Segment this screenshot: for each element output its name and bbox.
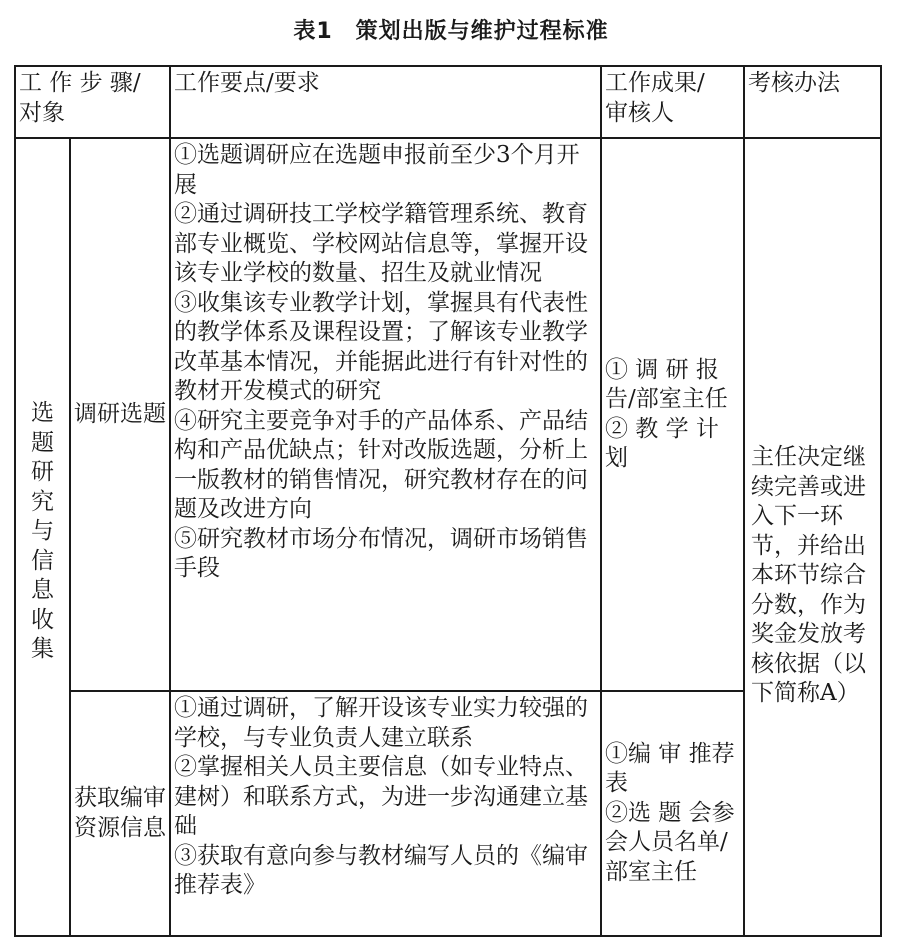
points-cell	[170, 691, 601, 936]
header-result-line2: 审核人	[605, 99, 674, 126]
header-result	[601, 66, 744, 138]
stage-label	[15, 138, 70, 936]
stage-char: 选	[31, 400, 54, 426]
result-item: ② 教 学 计划	[605, 415, 719, 471]
stage-char: 究	[31, 488, 54, 515]
header-result-line1: 工作成果/	[605, 70, 705, 96]
assessment-cell: 主任决定继续完善或进入下一环节，并给出本环节综合分数，作为奖金发放考核依据（以下简称A）	[744, 138, 881, 936]
result-cell	[601, 138, 744, 691]
point-item: ②掌握相关人员主要信息（如专业特点、建树）和联系方式，为进一步沟通建立基础	[174, 754, 588, 839]
step-cell: 获取编审资源信息	[70, 691, 170, 936]
table-title: 表1 策划出版与维护过程标准	[293, 19, 609, 44]
header-step-line1: 工 作 步 骤/	[19, 70, 141, 96]
stage-char: 与	[31, 518, 54, 544]
header-assess: 考核办法	[744, 66, 881, 138]
point-item: ②通过调研技工学校学籍管理系统、教育部专业概览、学校网站信息等，掌握开设该专业学校的数量、招生及就业情况	[174, 201, 588, 286]
header-points: 工作要点/要求	[170, 66, 601, 138]
point-item: ③收集该专业教学计划，掌握具有代表性的教学体系及课程设置；了解该专业教学改革基本情况，并能据此进行有针对性的教材开发模式的研究	[174, 289, 588, 404]
stage-char: 集	[31, 636, 54, 662]
point-item: ④研究主要竞争对手的产品体系、产品结构和产品优缺点；针对改版选题，分析上一版教材的销售情况，研究教材存在的问题及改进方向	[174, 407, 588, 522]
result-item: ②选 题 会参会人员名单/部室主任	[605, 799, 735, 885]
stage-char: 息	[31, 577, 54, 603]
result-cell	[601, 691, 744, 936]
result-item: ① 调 研 报告/部室主任	[605, 356, 728, 412]
stage-char: 题	[31, 429, 54, 456]
step-cell: 调研选题	[70, 138, 170, 691]
stage-char: 收	[31, 606, 54, 633]
stage-char: 信	[31, 547, 54, 574]
points-cell	[170, 138, 601, 691]
point-item: ①通过调研，了解开设该专业实力较强的学校，与专业负责人建立联系	[174, 695, 588, 751]
point-item: ⑤研究教材市场分布情况，调研市场销售手段	[174, 525, 588, 581]
header-step-line2: 对象	[19, 99, 65, 126]
point-item: ③获取有意向参与教材编写人员的《编审推荐表》	[174, 842, 588, 898]
table-row	[15, 138, 881, 691]
header-row	[15, 66, 881, 138]
stage-char: 研	[31, 459, 54, 485]
process-standard-table	[14, 65, 882, 937]
point-item: ①选题调研应在选题申报前至少3个月开展	[174, 142, 580, 198]
result-item: ①编 审 推荐表	[605, 740, 735, 797]
header-step	[15, 66, 170, 138]
